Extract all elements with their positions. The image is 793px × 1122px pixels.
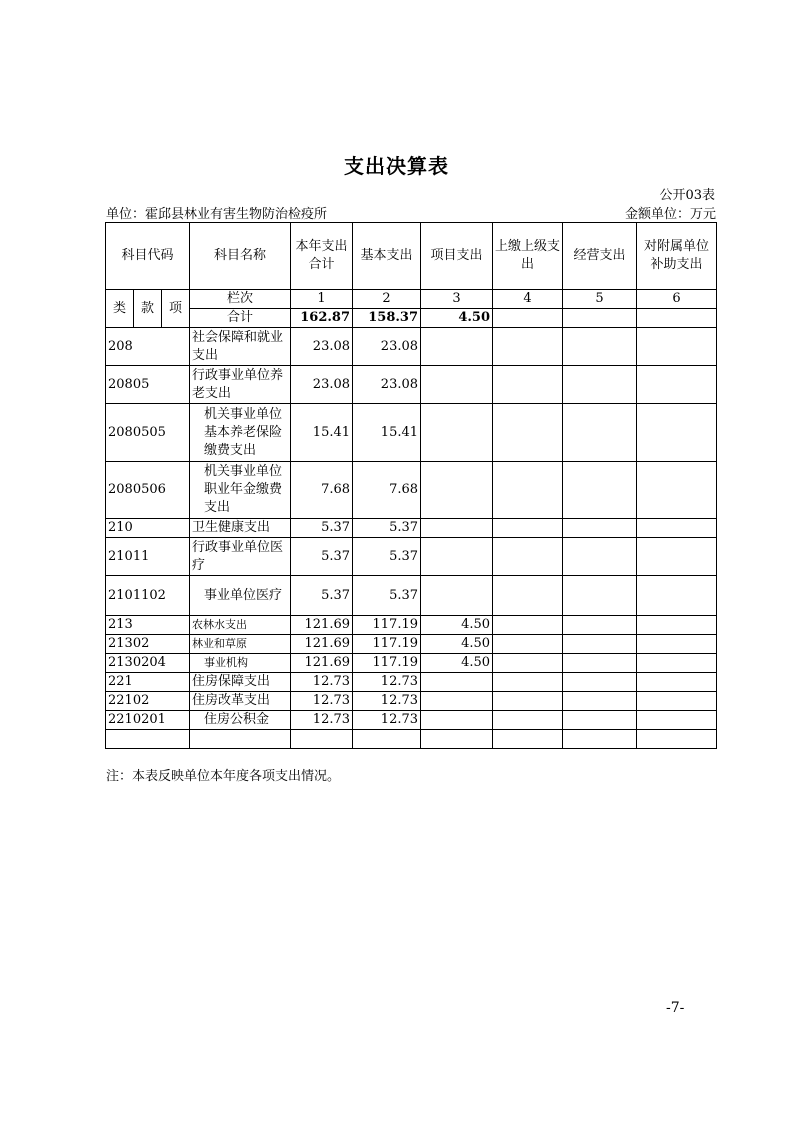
row-project: 4.50 [421,616,493,635]
row-basic: 12.73 [353,673,421,692]
table-row [106,519,717,538]
table-row [106,462,717,519]
row-project [421,462,493,519]
row-code: 2080505 [106,404,190,462]
header-code: 科目代码 [106,223,190,290]
table-row [106,616,717,635]
header-name: 科目名称 [190,223,291,290]
total-project: 4.50 [421,309,493,328]
row-code: 21302 [106,635,190,654]
empty-cell [563,635,637,654]
row-total: 121.69 [291,616,353,635]
empty-cell [493,635,563,654]
header-subsidy: 对附属单位补助支出 [637,223,717,290]
row-code: 22102 [106,692,190,711]
row-total: 121.69 [291,635,353,654]
table-row [106,404,717,462]
header-xiang: 项 [162,290,190,328]
empty-cell [493,538,563,576]
empty-cell [637,328,717,366]
empty-cell [493,692,563,711]
row-code: 2130204 [106,654,190,673]
empty-cell [563,711,637,730]
row-name: 事业单位医疗 [190,576,291,616]
header-total: 本年支出合计 [291,223,353,290]
empty-cell [563,366,637,404]
empty-cell [637,366,717,404]
empty-cell [637,404,717,462]
unit-line [106,203,716,222]
empty-cell [493,576,563,616]
row-code: 21011 [106,538,190,576]
header-business: 经营支出 [563,223,637,290]
row-total: 121.69 [291,654,353,673]
row-project: 4.50 [421,654,493,673]
col-number: 3 [421,290,493,309]
row-name: 机关事业单位职业年金缴费支出 [190,462,291,519]
table-row [106,692,717,711]
empty-cell [493,616,563,635]
empty-cell [353,730,421,749]
row-total: 12.73 [291,692,353,711]
empty-cell [493,462,563,519]
empty-cell [493,404,563,462]
row-total: 7.68 [291,462,353,519]
empty-cell [563,519,637,538]
empty-cell [493,730,563,749]
table-row [106,673,717,692]
row-basic: 117.19 [353,616,421,635]
empty-cell [493,654,563,673]
table-row [106,635,717,654]
empty-cell [563,328,637,366]
row-total: 12.73 [291,711,353,730]
row-total: 5.37 [291,576,353,616]
row-code: 2101102 [106,576,190,616]
row-basic: 23.08 [353,328,421,366]
empty-cell [563,576,637,616]
row-project [421,692,493,711]
col-number: 5 [563,290,637,309]
row-project [421,404,493,462]
empty-cell [637,730,717,749]
table-note: 注：本表反映单位本年度各项支出情况。 [106,769,341,784]
empty-cell [190,730,291,749]
empty-cell [493,711,563,730]
empty-cell [421,730,493,749]
page-number: -7- [666,1000,685,1016]
empty-cell [637,519,717,538]
row-basic: 12.73 [353,692,421,711]
row-name: 社会保障和就业支出 [190,328,291,366]
empty-cell [563,616,637,635]
empty-cell [563,673,637,692]
row-project [421,576,493,616]
header-row [106,223,717,290]
row-total: 23.08 [291,328,353,366]
empty-cell [637,654,717,673]
empty-cell [637,576,717,616]
table-row [106,576,717,616]
empty-cell [563,462,637,519]
empty-cell [563,309,637,328]
expenditure-table [105,222,717,749]
empty-cell [493,366,563,404]
col-number: 1 [291,290,353,309]
row-code: 213 [106,616,190,635]
amount-unit: 金额单位：万元 [624,207,716,222]
row-code: 20805 [106,366,190,404]
header-heji: 合计 [190,309,291,328]
header-basic: 基本支出 [353,223,421,290]
col-number: 6 [637,290,717,309]
row-name: 农林水支出 [190,616,291,635]
empty-cell [493,673,563,692]
row-total: 23.08 [291,366,353,404]
col-number: 4 [493,290,563,309]
row-name: 事业机构 [190,654,291,673]
row-code: 208 [106,328,190,366]
empty-cell [106,730,190,749]
row-basic: 5.37 [353,519,421,538]
empty-cell [563,692,637,711]
row-name: 行政事业单位医疗 [190,538,291,576]
empty-cell [493,328,563,366]
form-number: 公开03表 [659,188,715,203]
empty-cell [493,309,563,328]
table-row [106,328,717,366]
empty-cell [637,462,717,519]
row-name: 住房公积金 [190,711,291,730]
table-row [106,538,717,576]
empty-cell [291,730,353,749]
row-basic: 23.08 [353,366,421,404]
col-number: 2 [353,290,421,309]
row-code: 2210201 [106,711,190,730]
row-code: 221 [106,673,190,692]
empty-cell [563,654,637,673]
row-basic: 117.19 [353,654,421,673]
table-row [106,654,717,673]
table-row [106,366,717,404]
row-basic: 7.68 [353,462,421,519]
row-name: 机关事业单位基本养老保险缴费支出 [190,404,291,462]
row-code: 2080506 [106,462,190,519]
page-title: 支出决算表 [344,154,449,178]
row-name: 行政事业单位养老支出 [190,366,291,404]
column-number-row [106,290,717,309]
totals-row [106,309,717,328]
empty-cell [563,404,637,462]
empty-cell [637,673,717,692]
empty-cell [637,692,717,711]
row-name: 住房改革支出 [190,692,291,711]
table-row-empty [106,730,717,749]
row-project [421,519,493,538]
row-total: 12.73 [291,673,353,692]
empty-cell [637,635,717,654]
unit-label: 单位：霍邱县林业有害生物防治检疫所 [106,207,328,222]
empty-cell [637,711,717,730]
empty-cell [637,538,717,576]
row-project [421,366,493,404]
row-total: 5.37 [291,538,353,576]
empty-cell [493,519,563,538]
row-project [421,711,493,730]
row-project: 4.50 [421,635,493,654]
row-basic: 117.19 [353,635,421,654]
row-basic: 5.37 [353,576,421,616]
empty-cell [563,538,637,576]
empty-cell [563,730,637,749]
empty-cell [637,616,717,635]
row-total: 15.41 [291,404,353,462]
header-project: 项目支出 [421,223,493,290]
total-amount: 162.87 [291,309,353,328]
total-basic: 158.37 [353,309,421,328]
row-total: 5.37 [291,519,353,538]
row-code: 210 [106,519,190,538]
row-basic: 15.41 [353,404,421,462]
header-upper: 上缴上级支出 [493,223,563,290]
row-name: 林业和草原 [190,635,291,654]
row-basic: 12.73 [353,711,421,730]
header-lei: 类 [106,290,134,328]
header-lanci: 栏次 [190,290,291,309]
table-row [106,711,717,730]
header-kuan: 款 [134,290,162,328]
row-project [421,673,493,692]
row-name: 住房保障支出 [190,673,291,692]
empty-cell [637,309,717,328]
row-project [421,538,493,576]
row-name: 卫生健康支出 [190,519,291,538]
row-basic: 5.37 [353,538,421,576]
row-project [421,328,493,366]
